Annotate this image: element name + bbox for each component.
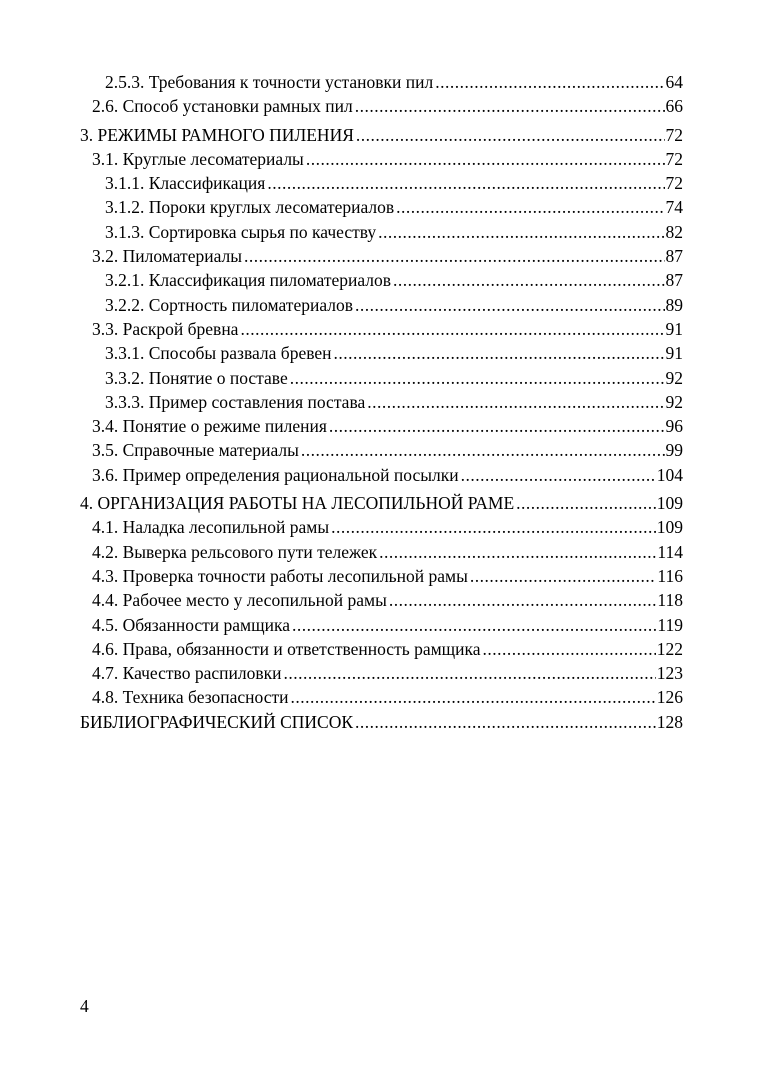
toc-entry-page: 87	[665, 270, 683, 291]
toc-dot-leader	[283, 661, 655, 685]
toc-entry-page: 119	[657, 614, 683, 635]
toc-dot-leader	[396, 195, 664, 219]
toc-entry-title: 3.3.3. Пример составления постава	[105, 391, 366, 412]
toc-entry-title: 4.4. Рабочее место у лесопильной рамы	[92, 590, 387, 611]
toc-entry-title: 3.1.3. Сортировка сырья по качеству	[105, 221, 377, 242]
toc-entry[interactable]	[80, 195, 683, 219]
toc-dot-leader	[356, 123, 665, 147]
toc-entry-title: 3.2.2. Сортность пиломатериалов	[105, 294, 354, 315]
toc-entry[interactable]	[80, 515, 683, 539]
toc-dot-leader	[240, 317, 664, 341]
toc-entry-title: 3.1. Круглые лесоматериалы	[92, 148, 304, 169]
toc-entry[interactable]	[80, 171, 683, 195]
toc-entry-page: 66	[665, 96, 683, 117]
toc-entry-title: 4.7. Качество распиловки	[92, 663, 282, 684]
toc-entry-page: 72	[665, 173, 683, 194]
toc-dot-leader	[483, 637, 656, 661]
table-of-contents	[80, 70, 683, 734]
toc-entry[interactable]	[80, 540, 683, 564]
toc-entry-page: 122	[656, 638, 683, 659]
toc-dot-leader	[516, 491, 656, 515]
toc-entry[interactable]	[80, 147, 683, 171]
toc-entry-page: 114	[657, 541, 683, 562]
toc-entry-title: 4.8. Техника безопасности	[92, 687, 289, 708]
toc-dot-leader	[389, 588, 657, 612]
toc-dot-leader	[292, 613, 656, 637]
toc-dot-leader	[355, 710, 656, 734]
toc-entry-title: БИБЛИОГРАФИЧЕСКИЙ СПИСОК	[80, 711, 354, 732]
toc-entry-page: 92	[665, 367, 683, 388]
toc-entry[interactable]	[80, 70, 683, 94]
toc-entry[interactable]	[80, 463, 683, 487]
toc-entry[interactable]	[80, 588, 683, 612]
toc-entry-page: 116	[657, 565, 683, 586]
toc-entry[interactable]	[80, 244, 683, 268]
toc-entry[interactable]	[80, 94, 683, 118]
toc-entry-title: 2.5.3. Требования к точности установки пил	[105, 72, 434, 92]
toc-dot-leader	[461, 463, 656, 487]
toc-dot-leader	[367, 390, 664, 414]
toc-entry-page: 99	[665, 440, 683, 461]
toc-entry-title: 4.6. Права, обязанности и ответственность рамщика	[92, 638, 481, 659]
toc-entry-title: 3.3.2. Понятие о поставе	[105, 367, 288, 388]
toc-entry-page: 92	[665, 391, 683, 412]
toc-dot-leader	[331, 515, 656, 539]
toc-entry-title: 4.1. Наладка лесопильной рамы	[92, 517, 330, 538]
toc-entry-title: 4.2. Выверка рельсового пути тележек	[92, 541, 378, 562]
toc-dot-leader	[291, 685, 656, 709]
toc-entry-page: 91	[665, 318, 683, 339]
toc-entry-title: 4. ОРГАНИЗАЦИЯ РАБОТЫ НА ЛЕСОПИЛЬНОЙ РАМЕ	[80, 493, 515, 514]
toc-entry-title: 3.3. Раскрой бревна	[92, 318, 239, 339]
toc-entry[interactable]	[80, 317, 683, 341]
toc-dot-leader	[244, 244, 665, 268]
toc-entry[interactable]	[80, 438, 683, 462]
toc-entry-title: 3.3.1. Способы развала бревен	[105, 343, 332, 364]
toc-entry-page: 109	[656, 493, 683, 514]
toc-dot-leader	[329, 414, 665, 438]
page-number: 4	[80, 996, 89, 1016]
toc-dot-leader	[267, 171, 664, 195]
toc-dot-leader	[301, 438, 665, 462]
toc-dot-leader	[393, 268, 664, 292]
toc-entry-page: 72	[665, 124, 683, 145]
toc-entry[interactable]	[80, 564, 683, 588]
toc-entry[interactable]	[80, 661, 683, 685]
toc-entry[interactable]	[80, 637, 683, 661]
toc-entry[interactable]	[80, 341, 683, 365]
toc-dot-leader	[435, 70, 664, 94]
toc-entry-page: 96	[665, 416, 683, 437]
toc-entry-page: 126	[656, 687, 683, 708]
toc-entry-page: 64	[665, 72, 683, 92]
toc-chapter-entry[interactable]	[80, 491, 683, 515]
toc-dot-leader	[355, 94, 665, 118]
toc-entry-page: 109	[656, 517, 683, 538]
toc-entry-title: 4.3. Проверка точности работы лесопильной рамы	[92, 565, 468, 586]
toc-entry[interactable]	[80, 685, 683, 709]
toc-entry-title: 3.1.2. Пороки круглых лесоматериалов	[105, 197, 395, 218]
toc-entry-title: 3.2. Пиломатериалы	[92, 246, 242, 267]
toc-entry-title: 3.5. Справочные материалы	[92, 440, 299, 461]
toc-entry[interactable]	[80, 414, 683, 438]
toc-entry-title: 3.1.1. Классификация	[105, 173, 266, 194]
toc-chapter-entry[interactable]	[80, 710, 683, 734]
toc-entry[interactable]	[80, 268, 683, 292]
toc-entry-page: 104	[656, 464, 683, 485]
toc-entry[interactable]	[80, 366, 683, 390]
toc-entry-page: 118	[657, 590, 683, 611]
toc-entry-page: 89	[665, 294, 683, 315]
toc-entry[interactable]	[80, 613, 683, 637]
toc-entry-title: 4.5. Обязанности рамщика	[92, 614, 290, 635]
toc-entry-page: 128	[656, 711, 683, 732]
toc-dot-leader	[306, 147, 665, 171]
toc-entry-title: 3.6. Пример определения рациональной посылки	[92, 464, 459, 485]
toc-entry-page: 91	[665, 343, 683, 364]
toc-entry-page: 87	[665, 246, 683, 267]
toc-dot-leader	[470, 564, 657, 588]
toc-entry-title: 3.2.1. Классификация пиломатериалов	[105, 270, 392, 291]
toc-entry-page: 82	[665, 221, 683, 242]
toc-dot-leader	[355, 293, 664, 317]
toc-entry-page: 123	[656, 663, 683, 684]
toc-dot-leader	[334, 341, 665, 365]
toc-entry-title: 3. РЕЖИМЫ РАМНОГО ПИЛЕНИЯ	[80, 124, 354, 145]
toc-entry[interactable]	[80, 390, 683, 414]
toc-entry[interactable]	[80, 220, 683, 244]
toc-entry-page: 74	[665, 197, 683, 218]
toc-entry-page: 72	[665, 148, 683, 169]
toc-chapter-entry[interactable]	[80, 123, 683, 147]
toc-entry-title: 3.4. Понятие о режиме пиления	[92, 416, 327, 437]
toc-dot-leader	[379, 540, 656, 564]
toc-entry[interactable]	[80, 293, 683, 317]
toc-dot-leader	[290, 366, 665, 390]
toc-dot-leader	[378, 220, 664, 244]
toc-entry-title: 2.6. Способ установки рамных пил	[92, 96, 353, 117]
